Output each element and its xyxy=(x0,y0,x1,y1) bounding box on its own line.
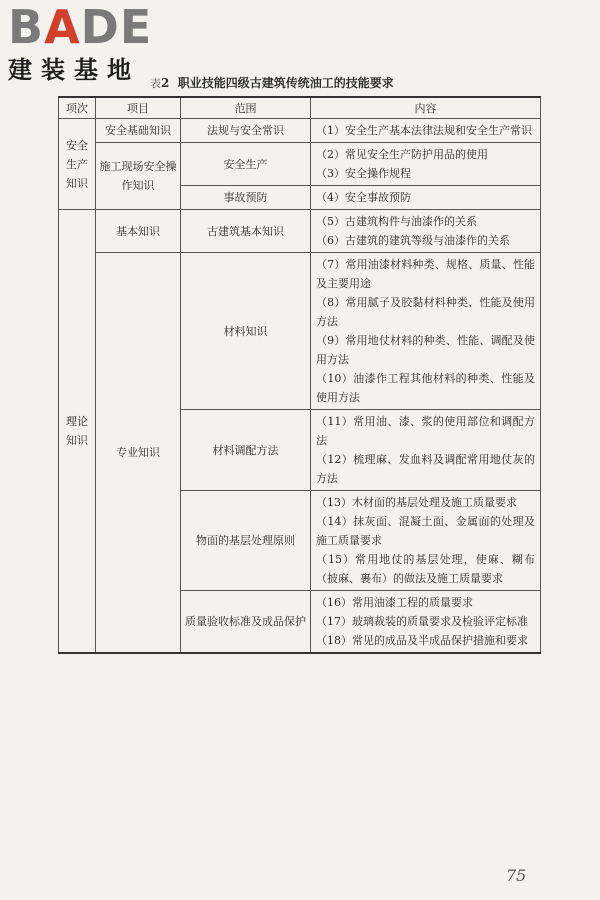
item-cell: 施工现场安全操作知识 xyxy=(96,143,181,210)
content-cell xyxy=(311,143,541,186)
scope-cell: 材料调配方法 xyxy=(181,410,311,491)
content-line: （5）古建筑构件与油漆作的关系 xyxy=(316,215,477,228)
table-row xyxy=(59,253,541,410)
header-category: 项次 xyxy=(59,97,96,119)
content-cell xyxy=(311,491,541,591)
content-line: （13）木材面的基层处理及施工质量要求 xyxy=(316,496,517,509)
content-cell xyxy=(311,591,541,654)
content-cell xyxy=(311,253,541,410)
content-line: （18）常见的成品及半成品保护措施和要求 xyxy=(316,634,528,647)
content-line: （2）常见安全生产防护用品的使用 xyxy=(316,148,488,161)
scope-cell: 事故预防 xyxy=(181,186,311,210)
content-line: （6）古建筑的建筑等级与油漆作的关系 xyxy=(316,234,510,247)
table-row xyxy=(59,210,541,253)
content-cell xyxy=(311,186,541,210)
scope-cell: 物面的基层处理原则 xyxy=(181,491,311,591)
content-line: （11）常用油、漆、浆的使用部位和调配方法 xyxy=(316,415,535,447)
content-line: （17）玻璃裁装的质量要求及检验评定标准 xyxy=(316,615,528,628)
header-content: 内容 xyxy=(311,97,541,119)
scope-cell: 质量验收标准及成品保护 xyxy=(181,591,311,654)
table-header-row xyxy=(59,97,541,119)
content-line: （4）安全事故预防 xyxy=(316,191,411,204)
table-row xyxy=(59,143,541,186)
item-cell: 专业知识 xyxy=(96,253,181,654)
content-line: （15）常用地仗的基层处理，使麻、糊布（披麻、裹布）的做法及施工质量要求 xyxy=(316,553,535,585)
content-line: （12）梳理麻、发血料及调配常用地仗灰的方法 xyxy=(316,453,535,485)
logo-subtitle: 建装基地 xyxy=(8,56,140,84)
scope-cell: 法规与安全常识 xyxy=(181,119,311,143)
content-line: （14）抹灰面、混凝土面、金属面的处理及施工质量要求 xyxy=(316,515,535,547)
content-cell xyxy=(311,210,541,253)
page-number: 75 xyxy=(506,866,527,885)
content-line: （9）常用地仗材料的种类、性能、调配及使用方法 xyxy=(316,334,535,366)
item-cell: 安全基础知识 xyxy=(96,119,181,143)
content-line: （8）常用腻子及胶黏材料种类、性能及使用方法 xyxy=(316,296,535,328)
item-cell: 基本知识 xyxy=(96,210,181,253)
scope-cell: 材料知识 xyxy=(181,253,311,410)
content-cell xyxy=(311,119,541,143)
content-line: （1）安全生产基本法律法规和安全生产常识 xyxy=(316,124,532,137)
scope-cell: 安全生产 xyxy=(181,143,311,186)
skills-requirements-table xyxy=(58,96,541,654)
caption-prefix: 表 xyxy=(150,77,161,90)
header-scope: 范围 xyxy=(181,97,311,119)
category-cell: 安全生产知识 xyxy=(59,119,96,210)
logo-wordmark: BADE xyxy=(8,0,153,54)
header-item: 项目 xyxy=(96,97,181,119)
table-caption xyxy=(150,74,394,91)
scope-cell: 古建筑基本知识 xyxy=(181,210,311,253)
table-row xyxy=(59,119,541,143)
category-cell: 理论知识 xyxy=(59,210,96,654)
content-line: （16）常用油漆工程的质量要求 xyxy=(316,596,473,609)
caption-number: 2 xyxy=(161,76,170,90)
content-cell xyxy=(311,410,541,491)
content-line: （3）安全操作规程 xyxy=(316,167,411,180)
content-line: （7）常用油漆材料种类、规格、质量、性能及主要用途 xyxy=(316,258,535,290)
caption-title: 职业技能四级古建筑传统油工的技能要求 xyxy=(177,76,394,90)
content-line: （10）油漆作工程其他材料的种类、性能及使用方法 xyxy=(316,372,535,404)
